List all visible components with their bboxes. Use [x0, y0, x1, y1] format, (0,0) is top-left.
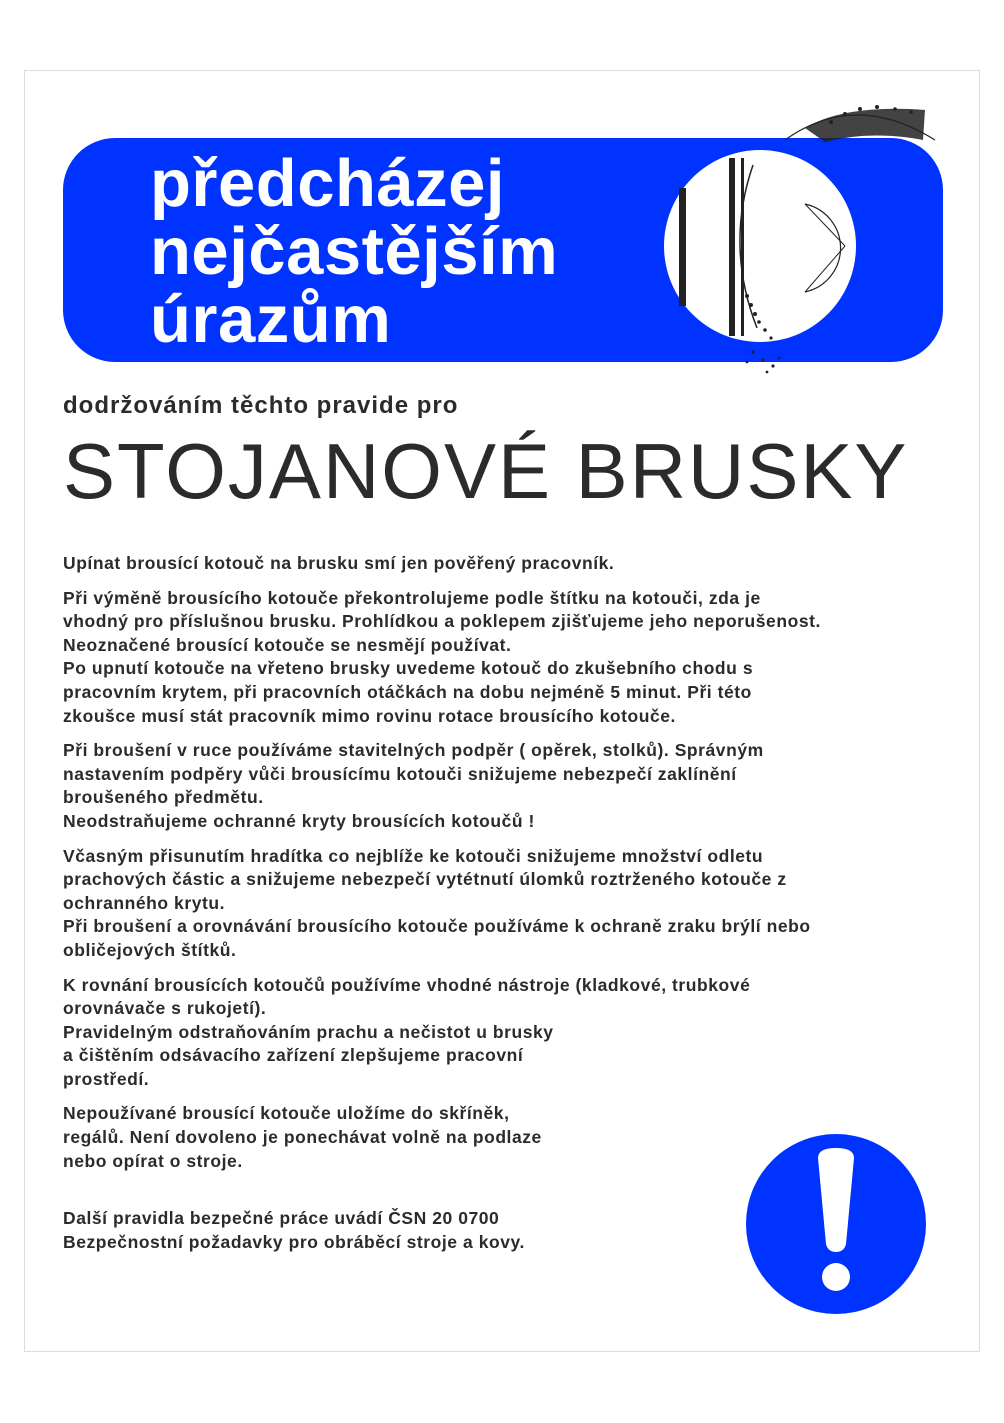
rule-line: Při broušení v ruce používáme stavitelných podpěr ( opěrek, stolků). Správným [63, 740, 764, 761]
rule-line: Neodstraňujeme ochranné kryty brousících kotoučů ! [63, 810, 535, 831]
rule-line: Upínat brousící kotouč na brusku smí jen pověřený pracovník. [63, 553, 615, 573]
rule-line: obličejových štítků. [63, 939, 237, 960]
rule-line: Další pravidla bezpečné práce uvádí ČSN 20 0700 [63, 1208, 500, 1229]
rule-line: regálů. Není dovoleno je ponechávat volně na podlaze [63, 1127, 542, 1148]
rule-line: prachových částic a snižujeme nebezpečí vytétnutí úlomků roztrženého kotouče z [63, 869, 787, 890]
page-title: STOJANOVÉ BRUSKY [63, 427, 909, 515]
rule-line: Při broušení a orovnávání brousícího kotouče používáme k ochraně zraku brýlí nebo [63, 916, 811, 937]
headline-line-1: předcházej [150, 146, 506, 221]
rule-line: a čištěním odsávacího zařízení zlepšujeme pracovní [63, 1045, 524, 1066]
rule-line: broušeného předmětu. [63, 787, 264, 808]
grinder-wheel-icon [655, 100, 955, 385]
rule-line: Neoznačené brousící kotouče se nesmějí používat. [63, 634, 512, 655]
rule-line: Nepoužívané brousící kotouče uložíme do skříněk, [63, 1103, 510, 1124]
rule-line: ochranného krytu. [63, 892, 226, 913]
rule-line: nastavením podpěry vůči brousícímu kotouči snižujeme nebezpečí zaklínění [63, 763, 737, 784]
rule-line: K rovnání brousících kotoučů používíme vhodné nástroje (kladkové, trubkové [63, 974, 751, 995]
rule-line: prostředí. [63, 1068, 150, 1089]
rule-line: Po upnutí kotouče na vřeteno brusky uvedeme kotouč do zkušebního chodu s [63, 658, 754, 679]
rule-line: zkoušce musí stát pracovník mimo rovinu rotace brousícího kotouče. [63, 705, 676, 726]
guard-bar-left [679, 188, 686, 306]
rule-line: Při výměně brousícího kotouče překontrolujeme podle štítku na kotouči, zda je [63, 587, 761, 608]
rule-line: Pravidelným odstraňováním prachu a nečistot u brusky [63, 1021, 554, 1042]
rule-line: pracovním krytem, při pracovních otáčkách na dobu nejméně 5 minut. Při této [63, 681, 752, 702]
subtitle: dodržováním těchto pravide pro [63, 392, 459, 419]
exclamation-icon [746, 1134, 926, 1314]
rule-line: Včasným přisunutím hradítka co nejblíže ke kotouči snižujeme množství odletu [63, 845, 764, 866]
rule-line: vhodný pro příslušnou brusku. Prohlídkou a poklepem zjišťujeme jeho neporušenost. [63, 611, 821, 632]
sparks-top [805, 105, 925, 142]
guard-bar-mid [729, 158, 735, 336]
rule-line: nebo opírat o stroje. [63, 1150, 243, 1171]
headline [150, 146, 559, 357]
rule-line: Bezpečnostní požadavky pro obráběcí stroje a kovy. [63, 1231, 525, 1252]
rule-line: orovnávače s rukojetí). [63, 998, 267, 1019]
headline-line-3: úrazům [150, 282, 392, 357]
headline-line-2: nejčastějším [150, 214, 559, 289]
